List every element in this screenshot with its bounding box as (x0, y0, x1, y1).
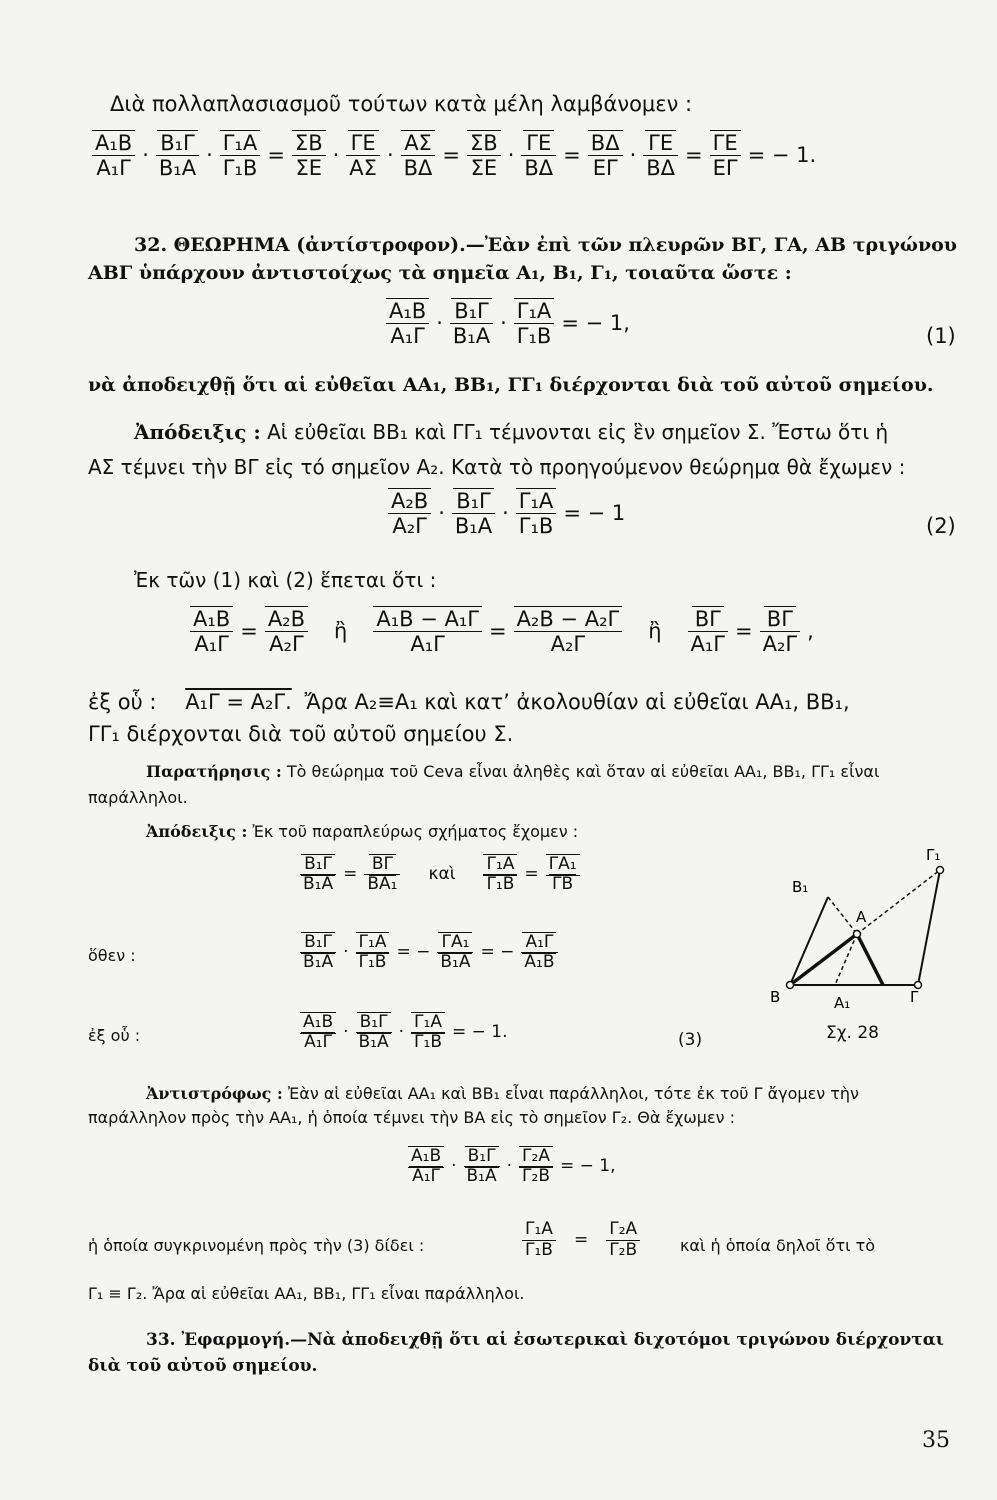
fraction: $\frac{\Gamma E}{E\Gamma}$ (710, 130, 741, 180)
fraction: $\frac{\text{Β₁Γ}}{\text{Β₁Α}}$ (356, 1012, 392, 1053)
fraction: $\frac{\text{Β₁Γ}}{\text{Β₁Α}}$ (300, 854, 336, 895)
application-heading: 33. Ἐφαρμογή.—Νὰ ἀποδειχθῇ ὅτι αἱ ἐσωτερικαὶ διχοτόμοι τριγώνου διέρχονται (146, 1330, 945, 1350)
fraction: $\frac{\text{Β₁Γ}}{\text{Β₁Α}}$ (156, 130, 199, 180)
fraction: $\frac{\text{Γ₁Α}}{\text{Γ₁Β}}$ (411, 1012, 445, 1053)
text-line (146, 822, 578, 841)
segment-aa1 (857, 934, 883, 985)
equation-number: (2) (926, 514, 956, 538)
fraction: $\frac{\text{Β₁Γ}}{\text{Β₁Α}}$ (464, 1146, 500, 1187)
fraction: $\frac{\text{Γ₂Α}}{\text{Γ₂Β}}$ (519, 1146, 553, 1187)
equation-3: $\frac{\text{Α₁Β}}{\text{Α₁Γ}}$ · $\frac{\text{Β₁Γ}}{\text{Β₁Α}}$ · $\frac{\text{Γ₁Α}}{\text{Γ₁Β}}$ = − 1. (296, 1012, 511, 1053)
theorem-heading: 32. ΘΕΩΡΗΜΑ (ἀντίστροφον).—Ἐὰν ἐπὶ τῶν πλευρῶν ΒΓ, ΓΑ, ΑΒ τριγώνου (134, 234, 957, 256)
fraction: $\frac{\text{Γ₁Α}}{\text{Γ₁Β}}$ (514, 298, 555, 348)
text-line: παράλληλοι. (88, 788, 188, 807)
page-number: 35 (922, 1428, 950, 1453)
equation-converse: $\frac{\text{Α₁Β}}{\text{Α₁Γ}}$ · $\frac{\text{Β₁Γ}}{\text{Β₁Α}}$ · $\frac{\text{Γ₂Α}}{\text{Γ₂Β}}$ = − 1, (404, 1146, 619, 1187)
text-line: ἐξ οὗ : (88, 1026, 141, 1045)
label-a1: Α₁ (834, 994, 851, 1012)
fraction: $\frac{\text{Β₁Γ}}{\text{Β₁Α}}$ (450, 298, 493, 348)
text-span: Ἄρα Α₂≡Α₁ καὶ κατ’ ἀκολουθίαν αἱ εὐθεῖαι ΑΑ₁, ΒΒ₁, (304, 690, 850, 714)
fraction: $\frac{\text{Γ₁Α}}{\text{Γ₁Β}}$ (220, 130, 261, 180)
label-a: Α (856, 908, 867, 926)
text-line (146, 1084, 859, 1103)
equation-inline: Α₁Γ = Α₂Γ. (185, 690, 292, 714)
text-line: ΑΣ τέμνει τὴν ΒΓ εἰς τό σημεῖον Α₂. Κατὰ τὸ προηγούμενον θεώρημα θὰ ἔχωμεν : (88, 455, 906, 479)
text-span: ἐξ οὗ : (88, 690, 157, 714)
text-line: καὶ ἡ ὁποία δηλοῖ ὅτι τὸ (680, 1236, 875, 1255)
fraction: $\frac{B\Gamma}{\text{ΒΑ₁}}$ (364, 854, 400, 895)
text-line: ΓΓ₁ διέρχονται διὰ τοῦ αὐτοῦ σημείου Σ. (88, 722, 514, 746)
point-b (787, 982, 794, 989)
fraction: $\frac{\Gamma E}{B\Delta}$ (643, 130, 678, 180)
fraction: $\frac{\Sigma B}{\Sigma E}$ (467, 130, 501, 180)
text-line (134, 420, 888, 444)
figure-28 (770, 842, 970, 1042)
proof-label: Ἀπόδειξις : (134, 420, 261, 444)
label-b1: Β₁ (792, 878, 809, 896)
fraction: $\frac{\text{Γ₁Α}}{\text{Γ₁Β}}$ (516, 488, 557, 538)
text-line (88, 690, 850, 714)
text-line: διὰ τοῦ αὐτοῦ σημείου. (88, 1356, 318, 1376)
fraction: $\frac{\text{Γ₁Α}}{\text{Γ₁Β}}$ (483, 854, 517, 895)
equation-parallel-2: $\frac{\text{Β₁Γ}}{\text{Β₁Α}}$ · $\frac{\text{Γ₁Α}}{\text{Γ₁Β}}$ = − $\frac{\text{ΓΑ₁}}{\text{Β₁Α}}$ = − $\frac{\text{Α₁Γ}}{\text{Α₁Β}}$ (296, 932, 562, 973)
fraction: $\frac{\text{Α₁Β − Α₁Γ}}{\text{Α₁Γ}}$ (373, 606, 482, 656)
segment-gg1 (918, 870, 940, 985)
fraction: $\frac{\Gamma E}{B\Delta}$ (521, 130, 556, 180)
fraction: $\frac{\text{Α₁Β}}{\text{Α₁Γ}}$ (300, 1012, 336, 1053)
label-b: Β (770, 988, 781, 1006)
text-line: νὰ ἀποδειχθῇ ὅτι αἱ εὐθεῖαι ΑΑ₁, ΒΒ₁, ΓΓ₁ διέρχονται διὰ τοῦ αὐτοῦ σημείου. (88, 374, 934, 396)
point-g1 (937, 867, 944, 874)
text-line: ΑΒΓ ὑπάρχουν ἀντιστοίχως τὰ σημεῖα Α₁, Β₁, Γ₁, τοιαῦτα ὥστε : (88, 262, 792, 284)
equation-ceva-product: $\frac{\text{Α₁Β}}{\text{Α₁Γ}}$ · $\frac{\text{Β₁Γ}}{\text{Β₁Α}}$ · $\frac{\text{Γ₁Α}}{\text{Γ₁Β}}$ = $\frac{\Sigma B}{\Sigma E}$ · $\frac{\Gamma E}{A\Sigma}$ · $\frac{A\Sigma}{B\Delta}$ = $\frac{\Sigma B}{\Sigma E}$ · $\frac{\Gamma E}{B\Delta}$ = $\frac{B\Delta}{E\Gamma}$ · $\frac{\Gamma E}{B\Delta}$ = $\frac{\Gamma E}{E\Gamma}$ = − 1. (88, 130, 819, 180)
fraction: $\frac{\text{ΓΑ₁}}{\Gamma B}$ (546, 854, 580, 895)
text-line: Ἐκ τῶν (1) καὶ (2) ἕπεται ὅτι : (134, 568, 437, 592)
point-a (854, 931, 861, 938)
text-line: Γ₁ ≡ Γ₂. Ἄρα αἱ εὐθεῖαι ΑΑ₁, ΒΒ₁, ΓΓ₁ εἶναι παράλληλοι. (88, 1284, 525, 1303)
text-span: Τὸ θεώρημα τοῦ Ceva εἶναι ἀληθὲς καὶ ὅταν αἱ εὐθεῖαι ΑΑ₁, ΒΒ₁, ΓΓ₁ εἶναι (286, 762, 880, 781)
text-span: Ἐὰν αἱ εὐθεῖαι ΑΑ₁ καὶ ΒΒ₁ εἶναι παράλληλοι, τότε ἐκ τοῦ Γ ἄγομεν τὴν (287, 1084, 859, 1103)
fraction: $\frac{\text{Α₁Γ}}{\text{Α₁Β}}$ (521, 932, 557, 973)
text-line: ἡ ὁποία συγκρινομένη πρὸς τὴν (3) δίδει : (88, 1236, 425, 1255)
fraction: $\frac{\text{Α₂Β}}{\text{Α₂Γ}}$ (265, 606, 308, 656)
fraction: $\frac{\text{Α₁Β}}{\text{Α₁Γ}}$ (190, 606, 233, 656)
label-g1: Γ₁ (926, 846, 941, 864)
converse-label: Ἀντιστρόφως : (146, 1084, 283, 1103)
equation-number: (1) (926, 324, 956, 348)
text-line: παράλληλον πρὸς τὴν ΑΑ₁, ἡ ὁποία τέμνει τὴν ΒΑ εἰς τὸ σημεῖον Γ₂. Θὰ ἔχωμεν : (88, 1108, 736, 1127)
equation-compare: $\frac{\text{Γ₁Α}}{\text{Γ₁Β}}$ = $\frac{\text{Γ₂Α}}{\text{Γ₂Β}}$ (518, 1220, 644, 1260)
fraction: $\frac{\text{Γ₂Α}}{\text{Γ₂Β}}$ (606, 1220, 640, 1260)
fraction: $\frac{\text{Β₁Γ}}{\text{Β₁Α}}$ (300, 932, 336, 973)
proof-label: Ἀπόδειξις : (146, 822, 248, 841)
fraction: $\frac{\text{ΓΑ₁}}{\text{Β₁Α}}$ (437, 932, 473, 973)
segment-b1a (828, 897, 857, 934)
fraction: $\frac{\text{Α₁Β}}{\text{Α₁Γ}}$ (408, 1146, 444, 1187)
fraction: $\frac{\Sigma B}{\Sigma E}$ (292, 130, 326, 180)
fraction: $\frac{B\Gamma}{\text{Α₂Γ}}$ (760, 606, 800, 656)
equation-parallel-1: $\frac{\text{Β₁Γ}}{\text{Β₁Α}}$ = $\frac{B\Gamma}{\text{ΒΑ₁}}$ καὶ $\frac{\text{Γ₁Α}}{\text{Γ₁Β}}$ = $\frac{\text{ΓΑ₁}}{\Gamma B}$ (296, 854, 584, 895)
text-line: Διὰ πολλαπλασιασμοῦ τούτων κατὰ μέλη λαμβάνομεν : (110, 92, 693, 116)
equation-number: (3) (678, 1030, 703, 1050)
equation-comparison: $\frac{\text{Α₁Β}}{\text{Α₁Γ}}$ = $\frac{\text{Α₂Β}}{\text{Α₂Γ}}$ ἢ $\frac{\text{Α₁Β − Α₁Γ}}{\text{Α₁Γ}}$ = $\frac{\text{Α₂Β − Α₂Γ}}{\text{Α₂Γ}}$ ἢ $\frac{B\Gamma}{\text{Α₁Γ}}$ = $\frac{B\Gamma}{\text{Α₂Γ}}$ , (186, 606, 817, 656)
figure-caption: Σχ. 28 (826, 1023, 880, 1043)
fraction: $\frac{\text{Γ₁Α}}{\text{Γ₁Β}}$ (522, 1220, 556, 1260)
label-g: Γ (910, 988, 919, 1006)
segment-ag1 (857, 870, 940, 934)
fraction: $\frac{\text{Β₁Γ}}{\text{Β₁Α}}$ (452, 488, 495, 538)
fraction: $\frac{A\Sigma}{B\Delta}$ (401, 130, 436, 180)
text-span: Ἐκ τοῦ παραπλεύρως σχήματος ἔχομεν : (252, 822, 579, 841)
text-line: ὅθεν : (88, 946, 136, 965)
fraction: $\frac{\text{Α₂Β}}{\text{Α₂Γ}}$ (388, 488, 431, 538)
fraction: $\frac{\text{Α₁Β}}{\text{Α₁Γ}}$ (386, 298, 429, 348)
fraction: $\frac{\text{Γ₁Α}}{\text{Γ₁Β}}$ (356, 932, 390, 973)
remark-label: Παρατήρησις : (146, 762, 282, 781)
fraction: $\frac{B\Delta}{E\Gamma}$ (588, 130, 623, 180)
equation-1: $\frac{\text{Α₁Β}}{\text{Α₁Γ}}$ · $\frac{\text{Β₁Γ}}{\text{Β₁Α}}$ · $\frac{\text{Γ₁Α}}{\text{Γ₁Β}}$ = − 1, (382, 298, 633, 348)
fraction: $\frac{B\Gamma}{\text{Α₁Γ}}$ (688, 606, 728, 656)
text-line (146, 762, 879, 781)
fraction: $\frac{\Gamma E}{A\Sigma}$ (346, 130, 380, 180)
fraction: $\frac{\text{Α₁Β}}{\text{Α₁Γ}}$ (92, 130, 135, 180)
fraction: $\frac{\text{Α₂Β − Α₂Γ}}{\text{Α₂Γ}}$ (514, 606, 623, 656)
text-span: Αἱ εὐθεῖαι ΒΒ₁ καὶ ΓΓ₁ τέμνονται εἰς ἓν σημεῖον Σ. Ἔστω ὅτι ἡ (267, 420, 889, 444)
equation-2: $\frac{\text{Α₂Β}}{\text{Α₂Γ}}$ · $\frac{\text{Β₁Γ}}{\text{Β₁Α}}$ · $\frac{\text{Γ₁Α}}{\text{Γ₁Β}}$ = − 1 (384, 488, 628, 538)
